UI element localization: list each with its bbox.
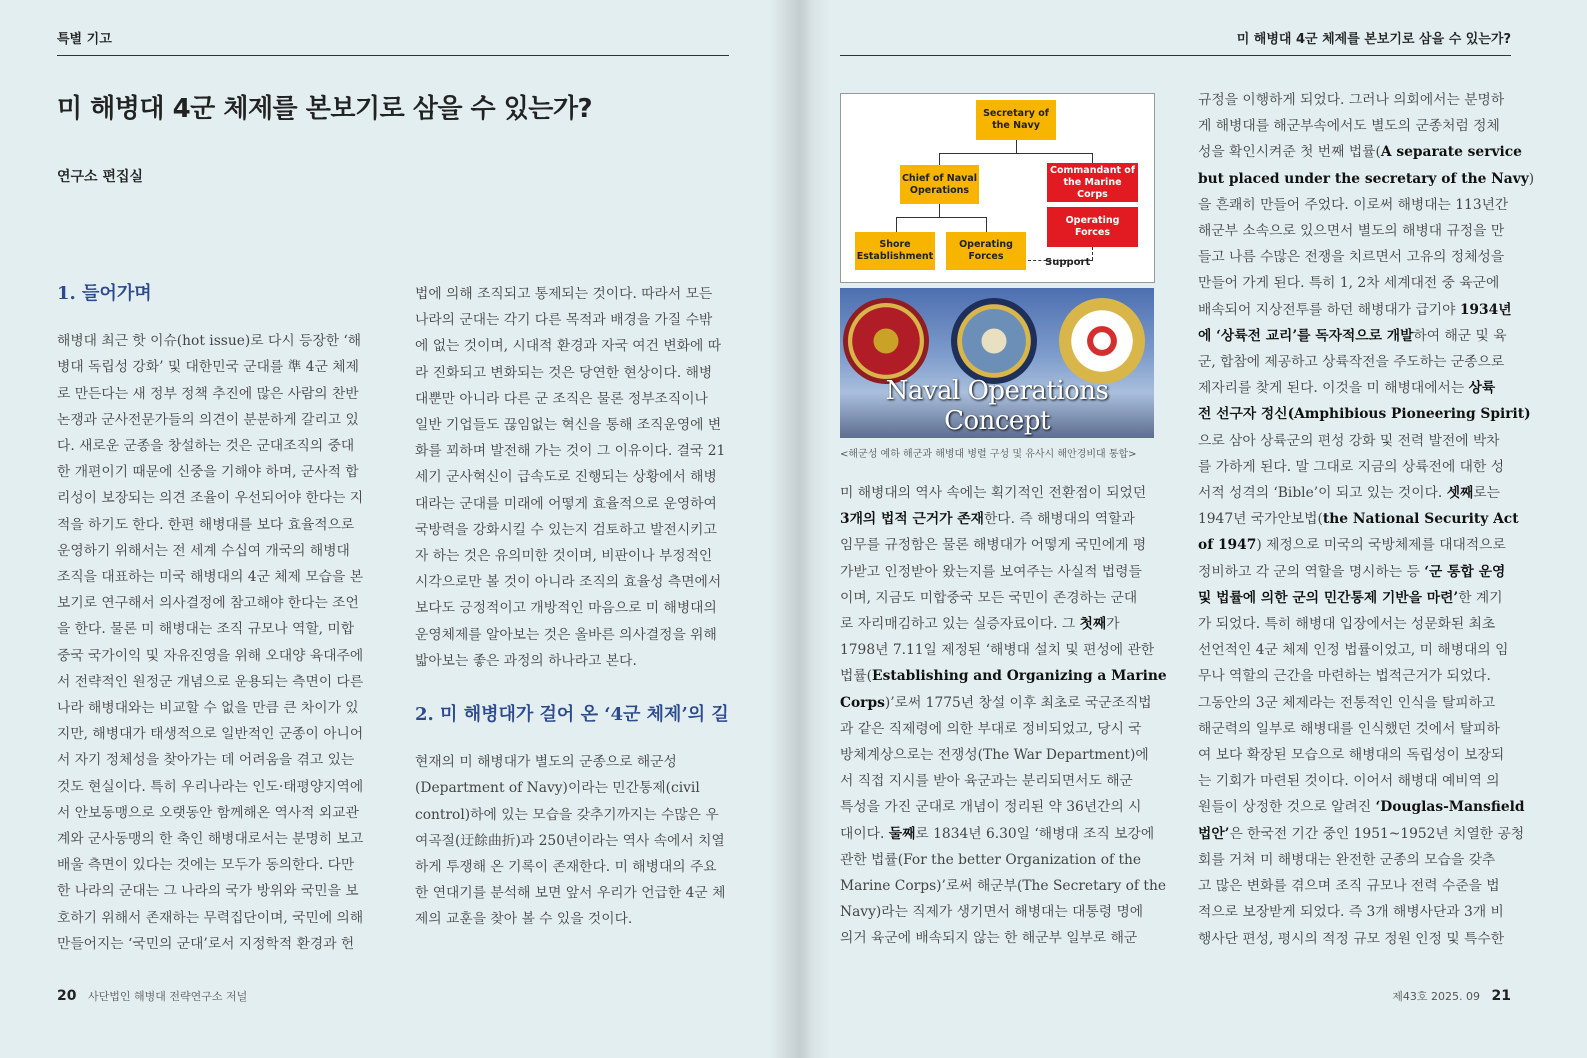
header-rule bbox=[57, 55, 729, 56]
cmc-box: Commandant of the Marine Corps bbox=[1047, 163, 1138, 202]
text-line: 리성이 보장되는 의견 조율이 우선되어야 한다는 지 bbox=[57, 490, 364, 507]
text-line: 에 ‘상륙전 교리’를 독자적으로 개발하여 해군 및 육 bbox=[1198, 327, 1507, 344]
right-footer bbox=[1392, 988, 1511, 1004]
text-line: 여곡절(迂餘曲折)과 250년이라는 역사 속에서 치열 bbox=[415, 832, 725, 849]
text-line: 대이다. 둘째로 1834년 6.30일 ‘해병대 조직 보강에 bbox=[840, 825, 1155, 842]
text-line: 나라 해병대와는 비교할 수 없을 만큼 큰 차이가 있 bbox=[57, 700, 359, 717]
connector-line bbox=[896, 217, 897, 232]
text-line: 그동안의 3군 체제라는 전통적인 인식을 탈피하고 bbox=[1198, 694, 1496, 711]
connector-line bbox=[986, 217, 987, 232]
figure-caption: <해군성 예하 해군과 해병대 병렬 구성 및 유사시 해안경비대 통합> bbox=[840, 449, 1137, 460]
text-line: 보다도 긍정적이고 개방적인 마음으로 미 해병대의 bbox=[415, 600, 717, 617]
text-line: 1798년 7.11일 제정된 ‘해병대 설치 및 편성에 관한 bbox=[840, 642, 1155, 659]
text-line: 하게 투쟁해 온 기록이 존재한다. 미 해병대의 주요 bbox=[415, 859, 717, 876]
naval-operations-banner bbox=[840, 288, 1154, 438]
text-line: 을 한다. 물론 미 해병대는 조직 규모나 역할, 미합 bbox=[57, 621, 355, 638]
text-line: Marine Corps)’로써 해군부(The Secretary of the bbox=[840, 878, 1167, 895]
org-chart-figure bbox=[840, 93, 1155, 283]
text-line: 행사단 편성, 평시의 적정 규모 정원 인정 및 특수한 bbox=[1198, 930, 1505, 947]
text-line: 가받고 인정받아 왔는지를 보여주는 사실적 법령들 bbox=[840, 563, 1142, 580]
text-line: 밟아보는 좋은 과정의 하나라고 본다. bbox=[415, 652, 637, 669]
text-line: 및 법률에 의한 군의 민간통제 기반을 마련’한 계기 bbox=[1198, 589, 1503, 606]
cno-box: Chief of Naval Operations bbox=[900, 165, 979, 204]
left-column-1 bbox=[57, 281, 370, 957]
banner-title: Naval Operations Concept bbox=[885, 376, 1109, 436]
text-line: 임무를 규정함은 물론 해병대가 어떻게 국민에게 평 bbox=[840, 537, 1147, 554]
text-line: 서 안보동맹으로 오랫동안 함께해온 역사적 외교관 bbox=[57, 804, 359, 821]
text-line: 적을 하기도 한다. 한편 해병대를 보다 효율적으로 bbox=[57, 516, 355, 533]
secnav-box: Secretary of the Navy bbox=[976, 100, 1056, 140]
connector-line bbox=[939, 153, 940, 165]
connector-line bbox=[1016, 140, 1017, 154]
header-rule bbox=[840, 55, 1511, 56]
text-line: Corps)’로써 1775년 창설 이후 최초로 국군조직법 bbox=[840, 694, 1152, 711]
text-line: of 1947) 제정으로 미국의 국방체제를 대대적으로 bbox=[1198, 537, 1506, 554]
text-line: but placed under the secretary of the Navy bbox=[1198, 170, 1529, 187]
text-line: 전 선구자 정신(Amphibious Pioneering Spirit) bbox=[1198, 406, 1531, 423]
text-line: 정비하고 각 군의 역할을 명시하는 등 ‘군 통합 운영 bbox=[1198, 563, 1506, 580]
col2b-text bbox=[415, 749, 729, 932]
text-line: 특성을 가진 군대로 개념이 정리된 약 36년간의 시 bbox=[840, 799, 1142, 816]
text-line: 관한 법률(For the better Organization of the bbox=[840, 851, 1142, 868]
text-line: 으로 삼아 상륙군의 편성 강화 및 전력 발전에 박차 bbox=[1198, 432, 1500, 449]
text-line: 법률(Establishing and Organizing a Marine bbox=[840, 668, 1167, 685]
article-author: 연구소 편집실 bbox=[57, 169, 144, 185]
col2a-text bbox=[415, 281, 729, 674]
text-line: 해군부 소속으로 있으면서 별도의 해병대 규정을 만 bbox=[1198, 223, 1505, 240]
text-line: 배속되어 지상전투를 하던 해병대가 급기야 1934년 bbox=[1198, 301, 1512, 318]
text-line: 화를 꾀하며 발전해 가는 것이 그 이유이다. 결국 21 bbox=[415, 443, 726, 460]
issue-info: 제43호 2025. 09 bbox=[1392, 990, 1481, 1003]
text-line: 들고 나름 수많은 전쟁을 치르면서 고유의 정체성을 bbox=[1198, 249, 1505, 266]
text-line: 제의 교훈을 찾아 볼 수 있을 것이다. bbox=[415, 911, 633, 928]
connector-line bbox=[1092, 153, 1093, 163]
left-column-2 bbox=[415, 281, 729, 933]
text-line: 회를 거쳐 미 해병대는 완전한 군종의 모습을 갖추 bbox=[1198, 851, 1496, 868]
support-label: Support bbox=[1045, 257, 1091, 268]
left-footer bbox=[57, 988, 247, 1004]
section-header: 특별 기고 bbox=[57, 32, 112, 47]
text-line: 한 연대기를 분석해 보면 앞서 우리가 언급한 4군 체 bbox=[415, 885, 726, 902]
text-line: 게 해병대를 해군부속에서도 별도의 군종처럼 정체 bbox=[1198, 118, 1500, 135]
text-line: 배울 측면이 있다는 것에는 모두가 동의한다. 다만 bbox=[57, 857, 355, 874]
running-header: 미 해병대 4군 체제를 본보기로 삼을 수 있는가? bbox=[1236, 32, 1511, 47]
page-number: 20 bbox=[57, 988, 77, 1004]
marine-operating-forces-box: Operating Forces bbox=[1047, 207, 1138, 247]
text-line: 법에 의해 조직되고 통제되는 것이다. 따라서 모든 bbox=[415, 286, 713, 302]
text-line: 법안’은 한국전 기간 중인 1951~1952년 치열한 공청 bbox=[1198, 825, 1525, 842]
text-line: 일반 기업들도 끊임없는 혁신을 통해 조직운영에 변 bbox=[415, 417, 722, 434]
text-line: 한 나라의 군대는 그 나라의 국가 방위와 국민을 보 bbox=[57, 883, 359, 900]
text-line: 3개의 법적 근거가 존재한다. 즉 해병대의 역할과 bbox=[840, 511, 1135, 528]
section2-heading: 2. 미 해병대가 걸어 온 ‘4군 체제’의 길 bbox=[415, 704, 729, 726]
text-line: 1947년 국가안보법(the National Security Act bbox=[1198, 511, 1519, 528]
text-line: 방체계상으로는 전쟁성(The War Department)에 bbox=[840, 747, 1149, 764]
text-line: 운영체제를 알아보는 것은 올바른 의사결정을 위해 bbox=[415, 626, 717, 643]
text-line: 고 많은 변화를 겪으며 조직 규모나 전력 수준을 법 bbox=[1198, 878, 1500, 895]
text-line: 미 해병대의 역사 속에는 획기적인 전환점이 되었던 bbox=[840, 485, 1147, 501]
section1-heading: 1. 들어가며 bbox=[57, 283, 152, 304]
book-gutter-shadow bbox=[770, 0, 830, 1058]
marine-corps-seal-icon bbox=[843, 298, 929, 384]
text-line: 에 없는 것이며, 시대적 환경과 자국 여건 변화에 따 bbox=[415, 338, 722, 355]
text-line: 병대 독립성 강화’ 및 대한민국 군대를 準 4군 체제 bbox=[57, 359, 359, 376]
text-line: 해병대 최근 핫 이슈(hot issue)로 다시 등장한 ‘해 bbox=[57, 333, 362, 350]
connector-line bbox=[896, 217, 987, 218]
text-line: 라 진화되고 변화되는 것은 당연한 현상이다. 해병 bbox=[415, 364, 713, 381]
journal-name: 사단법인 해병대 전략연구소 저널 bbox=[87, 990, 248, 1003]
text-line: 는 기회가 마련된 것이다. 이어서 해병대 예비역 의 bbox=[1198, 773, 1500, 790]
text-line: 논쟁과 군사전문가들의 의견이 분분하게 갈리고 있 bbox=[57, 411, 359, 428]
text-line: 군, 합참에 제공하고 상륙작전을 주도하는 군종으로 bbox=[1198, 354, 1505, 371]
text-line: 서 전략적인 원정군 개념으로 운용되는 측면이 다른 bbox=[57, 673, 364, 690]
right-column-2 bbox=[1198, 87, 1531, 952]
text-line: 를 가하게 된다. 말 그대로 지금의 상륙전에 대한 성 bbox=[1198, 458, 1505, 475]
left-page bbox=[0, 0, 790, 1058]
text-line: 제자리를 찾게 된다. 이것을 미 해병대에서는 상륙 bbox=[1198, 380, 1496, 397]
text-line: 해군력의 일부로 해병대를 인식했던 것에서 탈피하 bbox=[1198, 720, 1500, 737]
text-line: 보기로 연구해서 의사결정에 참고해야 한다는 조언 bbox=[57, 595, 359, 612]
text-line: 만들어지는 ‘국민의 군대’로서 지정학적 환경과 헌 bbox=[57, 935, 355, 952]
text-line: 조직을 대표하는 미국 해병대의 4군 체제 모습을 본 bbox=[57, 569, 364, 586]
text-line: 세기 군사혁신이 급속도로 진행되는 상황에서 해병 bbox=[415, 469, 717, 486]
text-line: 다. 새로운 군종을 창설하는 것은 군대조직의 중대 bbox=[57, 438, 355, 455]
text-line: 운영하기 위해서는 전 세계 수십여 개국의 해병대 bbox=[57, 542, 350, 559]
support-dashed-line bbox=[1092, 247, 1093, 260]
text-line: (Department of Navy)이라는 민간통제(civil bbox=[415, 780, 700, 797]
text-line: 과 같은 직제령에 의한 부대로 정비되었고, 당시 국 bbox=[840, 720, 1142, 737]
text-line: 대뿐만 아니라 다른 군 조직은 물론 정부조직이나 bbox=[415, 390, 708, 407]
text-line: 가 되었다. 특히 해병대 입장에서는 성문화된 최초 bbox=[1198, 616, 1496, 633]
navy-seal-icon bbox=[951, 298, 1037, 384]
text-line: 서적 성격의 ‘Bible’이 되고 있는 것이다. 셋째로는 bbox=[1198, 485, 1501, 502]
col4-text bbox=[1198, 87, 1531, 952]
text-line: 것도 현실이다. 특히 우리나라는 인도·태평양지역에 bbox=[57, 778, 364, 795]
text-line: 의거 육군에 배속되지 않는 한 해군부 일부로 해군 bbox=[840, 930, 1138, 947]
text-line: 무나 역할의 근간을 마련하는 법적근거가 되었다. bbox=[1198, 668, 1491, 685]
page-number: 21 bbox=[1491, 988, 1511, 1004]
text-line: 국방력을 강화시킬 수 있는지 검토하고 발전시키고 bbox=[415, 521, 717, 538]
text-line: 이며, 지금도 미합중국 모든 국민이 존경하는 군대 bbox=[840, 589, 1138, 606]
connector-line bbox=[939, 153, 1093, 154]
text-line: 서 자기 정체성을 찾아가는 데 어려움을 겪고 있는 bbox=[57, 752, 355, 769]
text-line: 한 개편이기 때문에 신중을 기해야 하며, 군사적 합 bbox=[57, 464, 359, 481]
text-line: 로 자리매김하고 있는 실증자료이다. 그 첫째가 bbox=[840, 616, 1120, 633]
text-line: 만들어 가게 된다. 특히 1, 2차 세계대전 중 육군에 bbox=[1198, 275, 1500, 292]
text-line: 자 하는 것은 유의미한 것이며, 비판이나 부정적인 bbox=[415, 548, 713, 565]
text-line: 시각으로만 볼 것이 아니라 조직의 효율성 측면에서 bbox=[415, 574, 722, 591]
text-line: 적으로 보장받게 되었다. 즉 3개 해병사단과 3개 비 bbox=[1198, 904, 1504, 921]
right-column-1 bbox=[840, 480, 1167, 952]
text-line: 서 직접 지시를 받아 육군과는 분리되면서도 해군 bbox=[840, 773, 1133, 790]
text-line: 을 흔쾌히 만들어 주었다. 이로써 해병대는 113년간 bbox=[1198, 196, 1509, 213]
text-line: 중국 국가이익 및 자유진영을 위해 오대양 육대주에 bbox=[57, 647, 364, 664]
text-line: 계와 군사동맹의 한 축인 해병대로서는 분명히 보고 bbox=[57, 831, 364, 848]
article-title: 미 해병대 4군 체제를 본보기로 삼을 수 있는가? bbox=[57, 94, 593, 124]
text-line: 원들이 상정한 것으로 알려진 ‘Douglas-Mansfield bbox=[1198, 799, 1525, 816]
text-line: 호하기 위해서 존재하는 무력집단이며, 국민에 의해 bbox=[57, 909, 364, 926]
text-line: 규정을 이행하게 되었다. 그러나 의회에서는 분명하 bbox=[1198, 92, 1505, 108]
navy-operating-forces-box: Operating Forces bbox=[946, 232, 1026, 270]
text-line: 여 보다 확장된 모습으로 해병대의 독립성이 보장되 bbox=[1198, 747, 1505, 764]
text-line: 대라는 군대를 미래에 어떻게 효율적으로 운영하여 bbox=[415, 495, 717, 512]
shore-establishment-box: Shore Establishment bbox=[855, 232, 935, 270]
text-line: 로 만든다는 새 정부 정책 추진에 많은 사람의 찬반 bbox=[57, 385, 359, 402]
text-line: control)하에 있는 모습을 갖추기까지는 수많은 우 bbox=[415, 806, 719, 823]
col3-text bbox=[840, 480, 1167, 952]
coast-guard-seal-icon bbox=[1059, 298, 1145, 384]
text-line: 선언적인 4군 체제 인정 법률이었고, 미 해병대의 임 bbox=[1198, 642, 1509, 659]
text-line: 나라의 군대는 각기 다른 목적과 배경을 가질 수밖 bbox=[415, 312, 713, 329]
text-line: Navy)라는 직제가 생기면서 해병대는 대통령 명에 bbox=[840, 904, 1144, 921]
connector-line bbox=[939, 204, 940, 218]
text-line: 지만, 해병대가 태생적으로 일반적인 군종이 아니어 bbox=[57, 726, 364, 743]
text-line: 현재의 미 해병대가 별도의 군종으로 해군성 bbox=[415, 754, 677, 771]
col1-text bbox=[57, 328, 370, 957]
text-line: 성을 확인시켜준 첫 번째 법률(A separate service bbox=[1198, 144, 1522, 161]
